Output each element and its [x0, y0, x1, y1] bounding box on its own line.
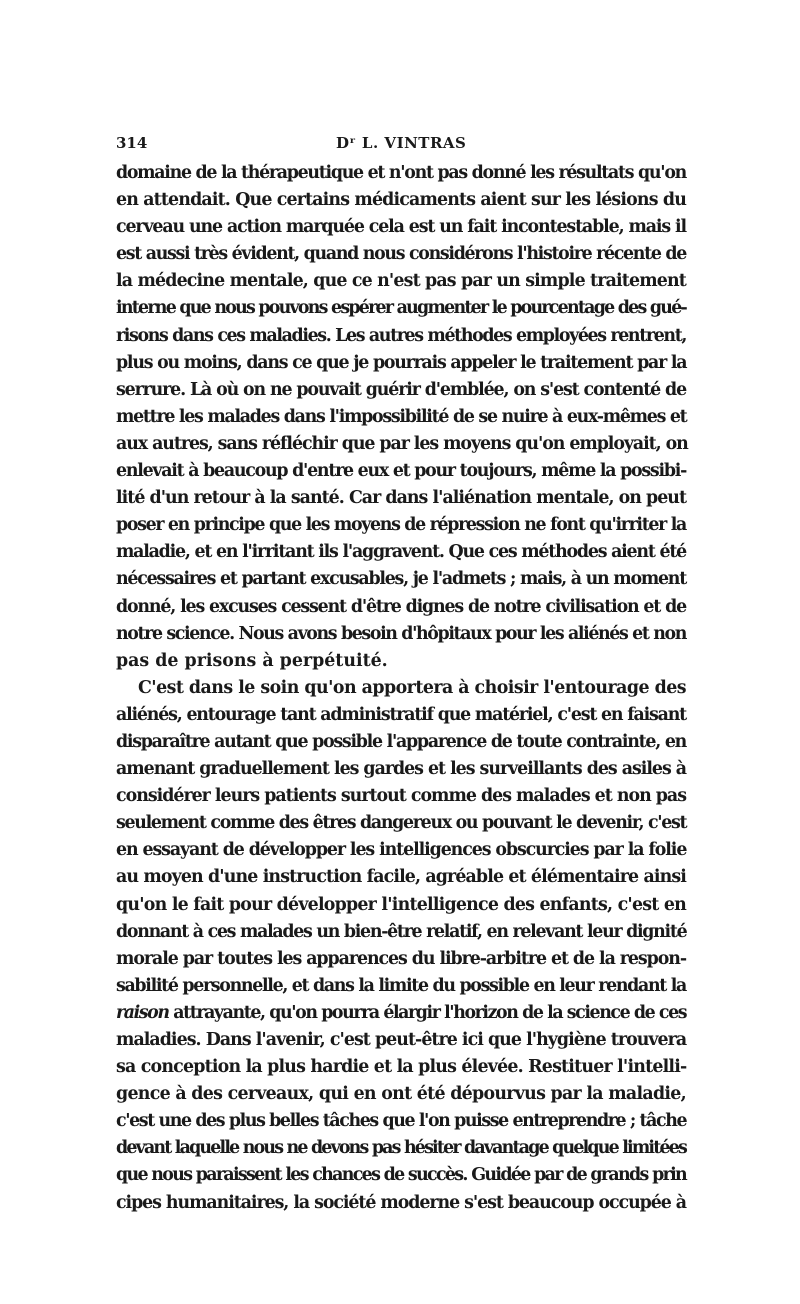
body-text: [116, 160, 686, 1217]
page-header: [116, 134, 686, 160]
book-page: [116, 134, 686, 1217]
text-line: gence à des cerveaux, qui en ont été dépourvus par la maladie,: [116, 1084, 686, 1105]
text-line: cipes humanitaires, la société moderne s'est beaucoup occupée à: [116, 1192, 686, 1213]
text-line: maladie, et en l'irritant ils l'aggravent. Que ces méthodes aient été: [116, 542, 686, 563]
text-line: risons dans ces maladies. Les autres méthodes employées rentrent,: [116, 325, 687, 346]
text-line: pas de prisons à perpétuité.: [116, 650, 388, 671]
text-line: sa conception la plus hardie et la plus élevée. Restituer l'intelli-: [116, 1057, 687, 1078]
text-line: nécessaires et partant excusables, je l'admets ; mais, à un moment: [116, 569, 686, 590]
text-line: en attendait. Que certains médicaments aient sur les lésions du: [116, 190, 686, 211]
text-line: en essayant de développer les intelligences obscurcies par la folie: [116, 840, 687, 861]
text-line: domaine de la thérapeutique et n'ont pas donné les résultats qu'on: [116, 163, 686, 183]
text-line: cerveau une action marquée cela est un fait incontestable, mais il: [116, 217, 686, 238]
text-line: la médecine mentale, que ce n'est pas par un simple traitement: [116, 271, 686, 292]
text-line: maladies. Dans l'avenir, c'est peut-être ici que l'hygiène trouvera: [116, 1030, 687, 1050]
text-line: amenant graduellement les gardes et les surveillants des asiles à: [116, 759, 687, 780]
text-line: qu'on le fait pour développer l'intelligence des enfants, c'est en: [116, 894, 686, 915]
text-line: disparaître autant que possible l'apparence de toute contrainte, en: [116, 731, 686, 752]
text-line: plus ou moins, dans ce que je pourrais appeler le traitement par la: [116, 352, 687, 373]
page-number: 314: [116, 134, 148, 152]
paragraph-1: [116, 160, 686, 675]
text-line: poser en principe que les moyens de répression ne font qu'irriter la: [116, 515, 686, 536]
running-head: Dʳ L. VINTRAS: [336, 134, 467, 152]
text-line: considérer leurs patients surtout comme des malades et non pas: [116, 786, 686, 807]
text-line: morale par toutes les apparences du libre-arbitre et de la respon-: [116, 948, 686, 969]
text-line: donnant à ces malades un bien-être relatif, en relevant leur dignité: [116, 921, 687, 942]
text-line: lité d'un retour à la santé. Car dans l'aliénation mentale, on peut: [116, 488, 687, 509]
text-line: raison attrayante, qu'on pourra élargir l'horizon de la science de ces: [116, 1002, 687, 1023]
text-line: notre science. Nous avons besoin d'hôpitaux pour les aliénés et non: [116, 623, 686, 644]
text-line: c'est une des plus belles tâches que l'on puisse entreprendre ; tâche: [116, 1111, 687, 1132]
paragraph-2: [116, 675, 686, 1217]
text-line: sabilité personnelle, et dans la limite du possible en leur rendant la: [116, 975, 686, 996]
text-line: mettre les malades dans l'impossibilité de se nuire à eux-mêmes et: [116, 406, 687, 427]
text-line: que nous paraissent les chances de succès. Guidée par de grands prin: [116, 1165, 686, 1186]
text-line: devant laquelle nous ne devons pas hésiter davantage quelque limitées: [116, 1138, 686, 1159]
text-line: au moyen d'une instruction facile, agréable et élémentaire ainsi: [116, 867, 686, 888]
text-line: interne que nous pouvons espérer augmenter le pourcentage des gué-: [116, 298, 686, 319]
text-line: serrure. Là où on ne pouvait guérir d'emblée, on s'est contenté de: [116, 379, 686, 400]
text-line: donné, les excuses cessent d'être dignes de notre civilisation et de: [116, 596, 686, 617]
text-line: aliénés, entourage tant administratif que matériel, c'est en faisant: [116, 704, 686, 725]
text-line: enlevait à beaucoup d'entre eux et pour toujours, même la possibi-: [116, 461, 687, 482]
text-line: est aussi très évident, quand nous considérons l'histoire récente de: [116, 244, 686, 265]
text-line: C'est dans le soin qu'on apportera à choisir l'entourage des: [138, 677, 686, 698]
text-line: seulement comme des êtres dangereux ou pouvant le devenir, c'est: [116, 813, 687, 834]
text-line: aux autres, sans réfléchir que par les moyens qu'on employait, on: [116, 433, 688, 454]
